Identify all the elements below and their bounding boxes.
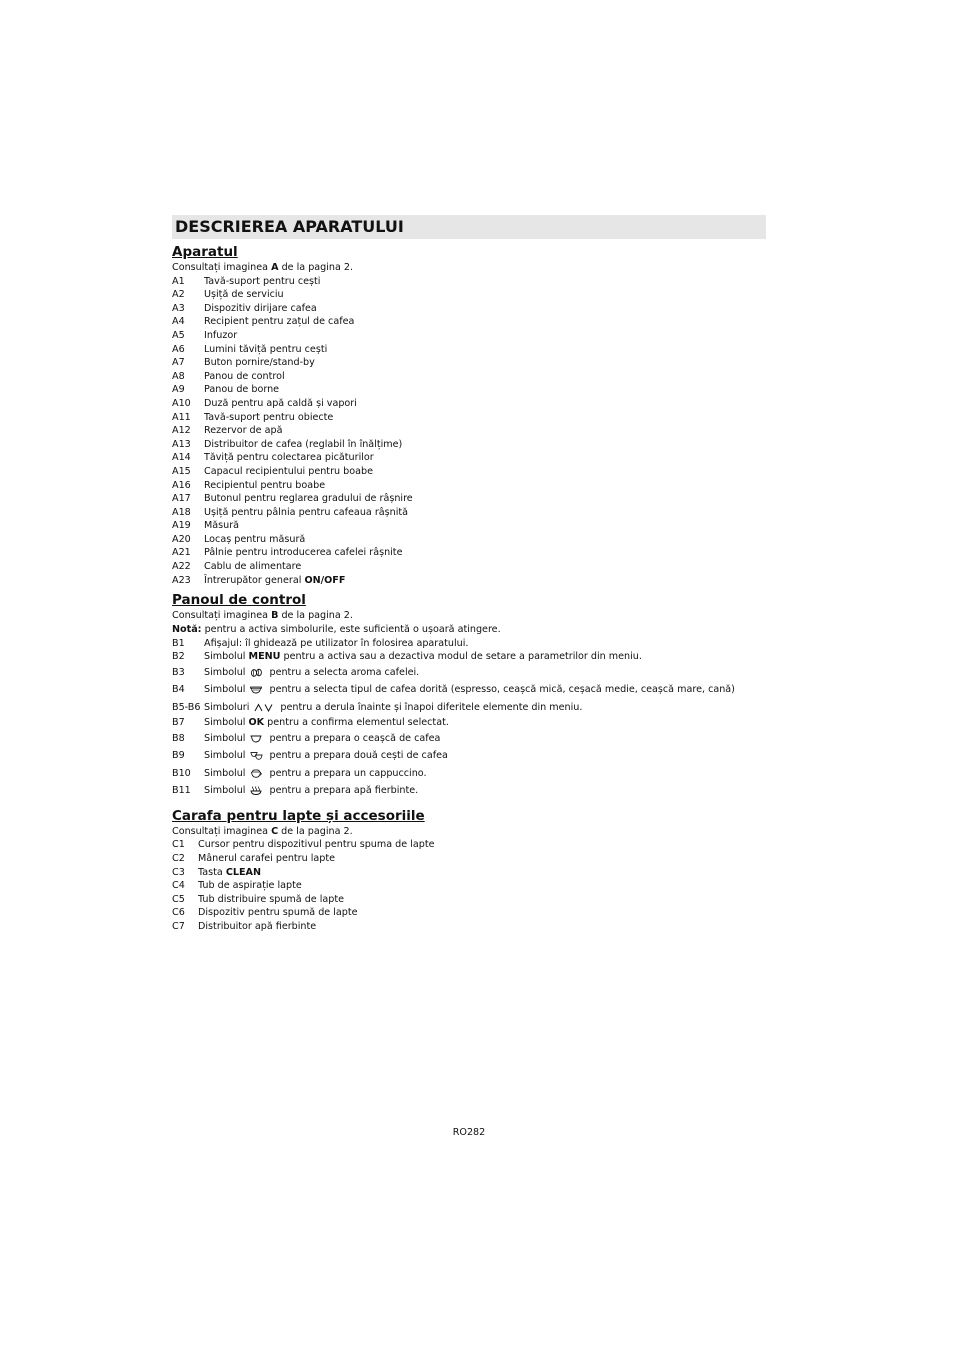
list-item: A15 Capacul recipientului pentru boabe — [172, 465, 373, 477]
list-item: A22 Cablu de alimentare — [172, 561, 302, 573]
up-down-arrows-icon — [254, 703, 274, 712]
list-item: B5-B6 Simboluri pentru a derula înainte și înapoi diferitele elemente din meniu. — [172, 701, 583, 713]
page-number: RO282 — [452, 1127, 486, 1138]
list-item: A21 Pâlnie pentru introducerea cafelei râșnite — [172, 547, 403, 559]
two-cups-icon — [250, 751, 263, 760]
list-item: C2 Mânerul carafei pentru lapte — [172, 852, 336, 864]
section-heading-carafa: Carafa pentru lapte și accesoriile — [172, 807, 425, 824]
list-item: A6 Lumini tăviță pentru cești — [172, 343, 328, 355]
list-item: A14 Tăviță pentru colectarea picăturilor — [172, 452, 374, 464]
list-item: A16 Recipientul pentru boabe — [172, 479, 326, 491]
list-item: C1 Cursor pentru dispozitivul pentru spuma de lapte — [172, 839, 435, 851]
list-item: C3 Tasta CLEAN — [172, 866, 262, 878]
list-item: A3 Dispozitiv dirijare cafea — [172, 302, 317, 314]
list-item: A20 Locaș pentru măsură — [172, 533, 306, 545]
list-item: B2 Simbolul MENU pentru a activa sau a dezactiva modul de setare a parametrilor din meniu. — [172, 651, 642, 663]
list-item: C6 Dispozitiv pentru spumă de lapte — [172, 907, 358, 919]
list-item: B7 Simbolul OK pentru a confirma elementul selectat. — [172, 717, 449, 729]
list-item: A10 Duză pentru apă caldă și vapori — [172, 397, 357, 409]
list-item: A19 Măsură — [172, 520, 240, 532]
list-item: A17 Butonul pentru reglarea gradului de râșnire — [172, 493, 413, 505]
list-item: A12 Rezervor de apă — [172, 425, 283, 437]
section-heading-aparatul: Aparatul — [172, 244, 238, 260]
list-item: A23 Întrerupător general ON/OFF — [172, 574, 346, 586]
list-item: B10 Simbolul pentru a prepara un cappuccino. — [172, 767, 427, 779]
list-item: A11 Tavă-suport pentru obiecte — [172, 411, 334, 423]
hot-water-icon — [250, 786, 263, 795]
parts-list-a — [172, 275, 766, 574]
page-content — [172, 215, 766, 933]
list-item: C4 Tub de aspirație lapte — [172, 880, 302, 892]
list-item: B1 Afișajul: îl ghidează pe utilizator în folosirea aparatului. — [172, 637, 469, 649]
section-heading-panoul-de-control: Panoul de control — [172, 592, 306, 609]
note-line: Notă: pentru a activa simbolurile, este suficientă o ușoară atingere. — [172, 623, 501, 635]
list-item: A8 Panou de control — [172, 370, 285, 382]
list-item: B8 Simbolul pentru a prepara o ceașcă de cafea — [172, 732, 441, 744]
list-item: A18 Ușiță pentru pâlnia pentru cafeaua râșnită — [172, 506, 409, 518]
list-item: A13 Distribuitor de cafea (reglabil în înălțime) — [172, 438, 403, 450]
list-item: A2 Ușiță de serviciu — [172, 289, 284, 301]
list-item: A5 Infuzor — [172, 329, 238, 341]
list-item: C7 Distribuitor apă fierbinte — [172, 920, 317, 932]
coffee-type-cup-icon — [250, 685, 263, 694]
reference-line-a: Consultați imaginea A de la pagina 2. — [172, 262, 354, 273]
list-item: B9 Simbolul pentru a prepara două cești de cafea — [172, 750, 448, 762]
list-item: C5 Tub distribuire spumă de lapte — [172, 893, 345, 905]
list-item: A1 Tavă-suport pentru cești — [172, 275, 321, 287]
page-title: DESCRIEREA APARATULUI — [172, 215, 766, 239]
reference-line-c: Consultați imaginea C de la pagina 2. — [172, 825, 353, 837]
cappuccino-icon — [250, 769, 263, 778]
list-item: A9 Panou de borne — [172, 384, 280, 396]
list-item: A4 Recipient pentru zațul de cafea — [172, 316, 355, 328]
list-item: A7 Buton pornire/stand-by — [172, 357, 315, 369]
reference-line-b: Consultați imaginea B de la pagina 2. — [172, 610, 353, 622]
list-item: B11 Simbolul pentru a prepara apă fierbinte. — [172, 785, 419, 797]
list-item: B3 Simbolul pentru a selecta aroma cafelei. — [172, 666, 420, 678]
coffee-bean-icon — [250, 668, 263, 677]
list-item: B4 Simbolul pentru a selecta tipul de cafea dorită (espresso, ceașcă mică, cеșacă medie, ceașcă mare, cană) — [172, 684, 735, 696]
one-cup-icon — [250, 734, 263, 743]
